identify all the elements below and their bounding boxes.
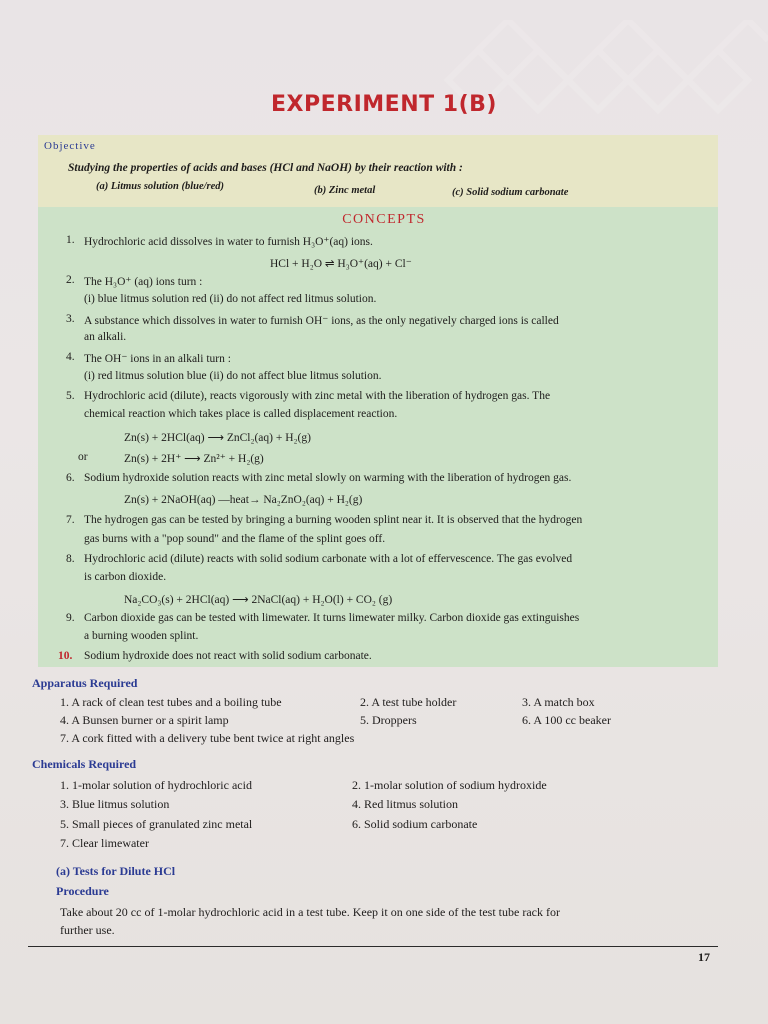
experiment-title: EXPERIMENT 1(B) bbox=[271, 92, 497, 117]
concept-line: Sodium hydroxide solution reacts with zinc metal slowly on warming with the liberation of hydrogen gas. bbox=[84, 472, 572, 484]
objective-part-a: (a) Litmus solution (blue/red) bbox=[96, 181, 225, 192]
concept-line: a burning wooden splint. bbox=[84, 630, 199, 642]
concept-equation: Na₂CO₃(s) + 2HCl(aq) ⟶ 2NaCl(aq) + H₂O(l) + CO₂ (g) bbox=[124, 594, 393, 606]
procedure-text: further use. bbox=[60, 923, 115, 937]
concept-line: is carbon dioxide. bbox=[84, 571, 167, 583]
objective-part-b: (b) Zinc metal bbox=[314, 185, 376, 196]
concept-line: gas burns with a "pop sound" and the flame of the splint goes off. bbox=[84, 533, 386, 545]
concept-number: 2. bbox=[66, 274, 75, 286]
concept-line: an alkali. bbox=[84, 331, 127, 343]
concept-line: Hydrochloric acid dissolves in water to furnish H₃O⁺(aq) ions. bbox=[84, 236, 373, 248]
concept-line: The hydrogen gas can be tested by bringing a burning wooden splint near it. It is observed that the hydrogen bbox=[84, 514, 583, 526]
procedure-label: Procedure bbox=[56, 884, 109, 898]
concept-line: (i) blue litmus solution red (ii) do not affect red litmus solution. bbox=[84, 293, 377, 305]
concept-line: Hydrochloric acid (dilute) reacts with solid sodium carbonate with a lot of effervescence. The gas evolved bbox=[84, 553, 573, 565]
concept-line: Hydrochloric acid (dilute), reacts vigorously with zinc metal with the liberation of hydrogen gas. The bbox=[84, 390, 551, 402]
chemical-item: 4. Red litmus solution bbox=[352, 797, 459, 811]
chemical-item: 2. 1-molar solution of sodium hydroxide bbox=[352, 778, 547, 792]
concept-equation: Zn(s) + 2H⁺ ⟶ Zn²⁺ + H₂(g) bbox=[124, 453, 264, 465]
concept-number: 3. bbox=[66, 313, 75, 325]
concepts-title: CONCEPTS bbox=[342, 212, 426, 227]
concept-number: 10. bbox=[58, 650, 73, 662]
apparatus-item: 2. A test tube holder bbox=[360, 695, 457, 709]
concept-number: 5. bbox=[66, 390, 75, 402]
objective-text: Studying the properties of acids and bases (HCl and NaOH) by their reaction with : bbox=[68, 162, 463, 174]
concept-line: A substance which dissolves in water to furnish OH⁻ ions, as the only negatively charged ions is called bbox=[84, 315, 559, 327]
procedure-text: Take about 20 cc of 1-molar hydrochloric acid in a test tube. Keep it on one side of the test tube rack for bbox=[60, 905, 560, 919]
objective-label: Objective bbox=[44, 140, 96, 152]
chemical-item: 5. Small pieces of granulated zinc metal bbox=[60, 817, 253, 831]
chemical-item: 6. Solid sodium carbonate bbox=[352, 817, 478, 831]
concept-number: 1. bbox=[66, 234, 75, 246]
concept-line: Carbon dioxide gas can be tested with limewater. It turns limewater milky. Carbon dioxide gas extinguishes bbox=[84, 612, 580, 624]
apparatus-item: 4. A Bunsen burner or a spirit lamp bbox=[60, 713, 229, 727]
concept-line: (i) red litmus solution blue (ii) do not affect blue litmus solution. bbox=[84, 370, 382, 382]
concept-line: Sodium hydroxide does not react with solid sodium carbonate. bbox=[84, 650, 372, 662]
chemicals-heading: Chemicals Required bbox=[32, 757, 137, 771]
concept-equation: Zn(s) + 2NaOH(aq) —heat→ Na₂ZnO₂(aq) + H₂(g) bbox=[124, 494, 363, 506]
concept-number: 8. bbox=[66, 553, 75, 565]
tests-heading: (a) Tests for Dilute HCl bbox=[56, 864, 176, 878]
concept-line: The H₃O⁺ (aq) ions turn : bbox=[84, 276, 203, 288]
concept-line: The OH⁻ ions in an alkali turn : bbox=[84, 353, 231, 365]
apparatus-item: 5. Droppers bbox=[360, 713, 417, 727]
footer-rule bbox=[28, 946, 718, 947]
diamond-pattern-watermark bbox=[438, 20, 768, 140]
concept-number: 7. bbox=[66, 514, 75, 526]
concept-equation: Zn(s) + 2HCl(aq) ⟶ ZnCl₂(aq) + H₂(g) bbox=[124, 432, 311, 444]
concept-number: 4. bbox=[66, 351, 75, 363]
page-number: 17 bbox=[698, 950, 710, 964]
chemical-item: 7. Clear limewater bbox=[60, 836, 149, 850]
chemical-item: 3. Blue litmus solution bbox=[60, 797, 170, 811]
apparatus-item: 6. A 100 cc beaker bbox=[522, 713, 611, 727]
apparatus-item: 3. A match box bbox=[522, 695, 595, 709]
apparatus-item: 7. A cork fitted with a delivery tube bent twice at right angles bbox=[60, 731, 355, 745]
concept-line: chemical reaction which takes place is called displacement reaction. bbox=[84, 408, 398, 420]
chemical-item: 1. 1-molar solution of hydrochloric acid bbox=[60, 778, 252, 792]
concept-equation: HCl + H₂O ⇌ H₃O⁺(aq) + Cl⁻ bbox=[270, 258, 412, 270]
apparatus-heading: Apparatus Required bbox=[32, 676, 138, 690]
apparatus-item: 1. A rack of clean test tubes and a boiling tube bbox=[60, 695, 282, 709]
objective-part-c: (c) Solid sodium carbonate bbox=[452, 187, 569, 198]
concept-number: 6. bbox=[66, 472, 75, 484]
concept-number: 9. bbox=[66, 612, 75, 624]
concept-or: or bbox=[78, 451, 88, 463]
